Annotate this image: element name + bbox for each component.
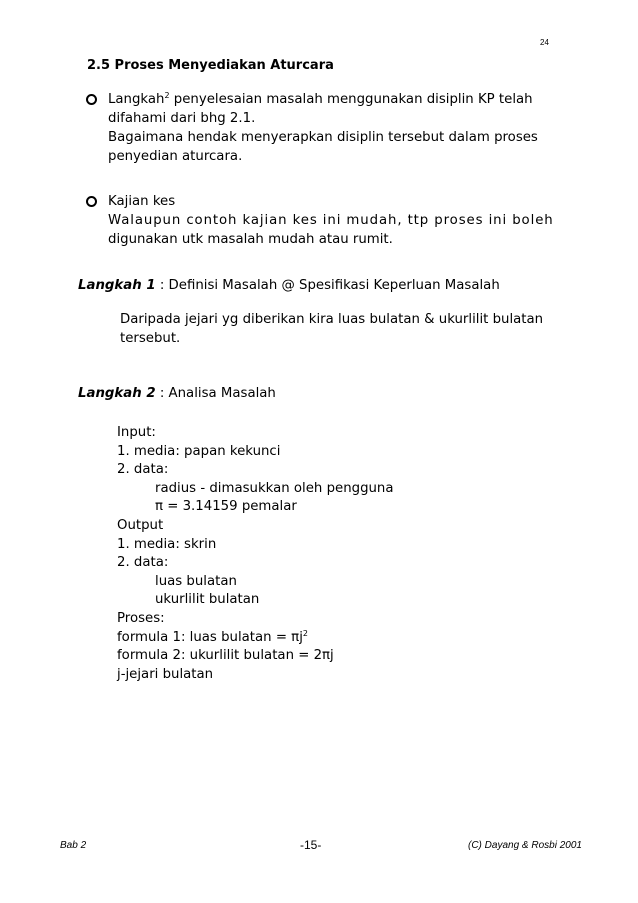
langkah-1-body-line-1: Daripada jejari yg diberikan kira luas bulatan & ukurlilit bulatan <box>120 312 544 327</box>
langkah-2-heading <box>78 384 276 403</box>
listing-line: 1. media: skrin <box>117 536 217 552</box>
langkah-1-label: Langkah 1 <box>78 278 156 293</box>
listing-line: formula 1: luas bulatan = $\pi j^2$ <box>117 628 308 645</box>
bullet-1-line-3: Bagaimana hendak menyerapkan disiplin tersebut dalam proses <box>108 130 538 145</box>
listing-line: radius - dimasukkan oleh pengguna <box>155 480 394 496</box>
langkah-1-body-line-2: tersebut. <box>120 331 181 346</box>
langkah-2-title: : Analisa Masalah <box>155 386 276 401</box>
section-title: 2.5 Proses Menyediakan Aturcara <box>87 58 334 73</box>
langkah-2-label: Langkah 2 <box>78 386 156 401</box>
bullet-circle-icon <box>86 196 97 207</box>
bullet-1-line-4: penyedian aturcara. <box>108 149 243 164</box>
listing-line: luas bulatan <box>155 573 237 589</box>
listing-line: formula 2: ukurlilit bulatan = 2πj <box>117 648 334 664</box>
langkah-1-body <box>120 310 543 348</box>
bullet-2-line-2: Walaupun contoh kajian kes ini mudah, ttp proses ini boleh <box>108 213 554 228</box>
listing-line: 2. data: <box>117 462 169 478</box>
listing-line: Output <box>117 517 164 533</box>
bullet-2-text <box>108 192 554 249</box>
bullet-2-line-3: digunakan utk masalah mudah atau rumit. <box>108 232 393 247</box>
page-number-top: 24 <box>540 38 549 47</box>
listing-line: 2. data: <box>117 555 169 571</box>
listing-line: Input: <box>117 425 156 440</box>
listing-line: ukurlilit bulatan <box>155 592 260 608</box>
bullet-1-line-1: Langkah$^2$ penyelesaian masalah menggunakan disiplin KP telah <box>108 91 533 107</box>
listing-line: π = 3.14159 pemalar <box>155 499 297 515</box>
langkah-1-title: : Definisi Masalah @ Spesifikasi Keperluan Masalah <box>155 278 500 293</box>
langkah-1-heading <box>78 276 500 295</box>
bullet-1-text <box>108 90 538 166</box>
analysis-listing <box>117 424 394 684</box>
listing-line: j-jejari bulatan <box>117 666 214 682</box>
listing-line: 1. media: papan kekunci <box>117 443 281 459</box>
footer-page-number: -15- <box>300 838 322 852</box>
bullet-circle-icon <box>86 94 97 105</box>
footer-chapter: Bab 2 <box>60 840 87 851</box>
listing-line: Proses: <box>117 610 165 626</box>
bullet-2-line-1: Kajian kes <box>108 194 176 209</box>
footer-copyright: (C) Dayang & Rosbi 2001 <box>468 840 582 851</box>
bullet-1-line-2: difahami dari bhg 2.1. <box>108 111 256 126</box>
